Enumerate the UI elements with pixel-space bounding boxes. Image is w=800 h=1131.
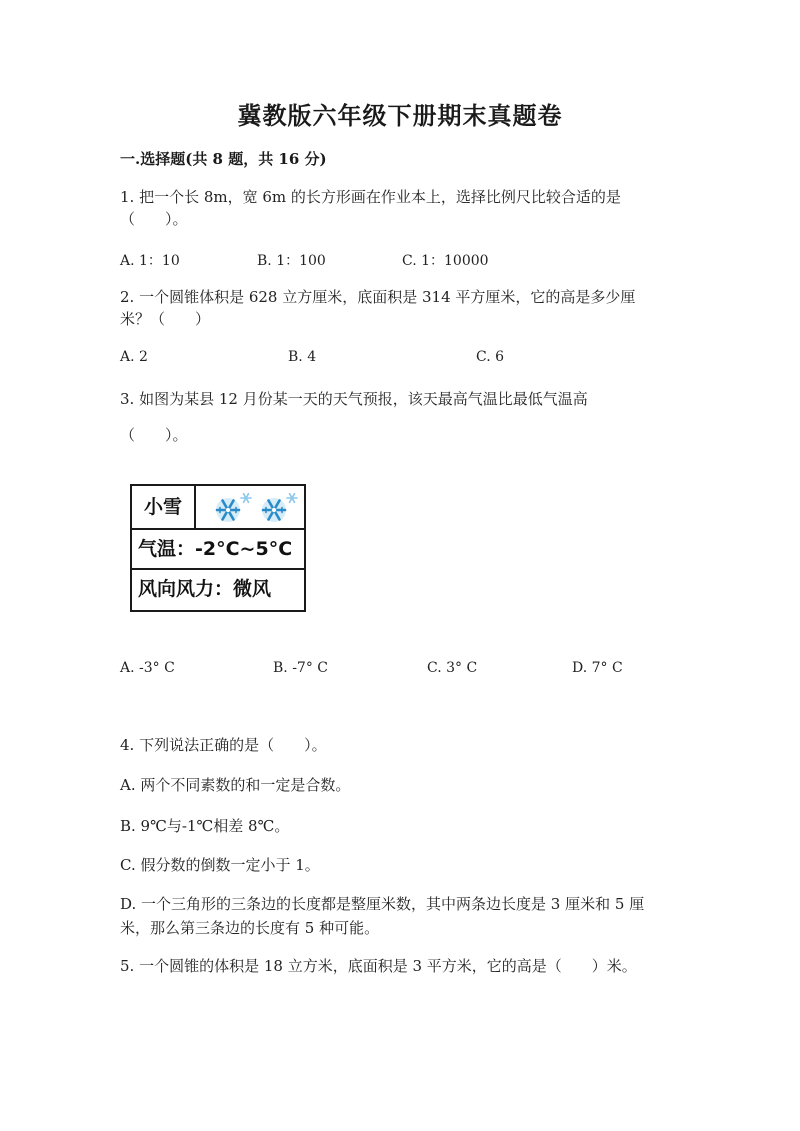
question-3-option-c: C. 3° C xyxy=(427,660,478,676)
question-3-text-line-2: （ ）。 xyxy=(120,426,188,444)
question-4-option-d-line-1: D. 一个三角形的三条边的长度都是整厘米数，其中两条边长度是 3 厘米和 5 厘 xyxy=(120,895,645,913)
weather-icons xyxy=(198,488,302,528)
weather-wind-text: 风向风力：微风 xyxy=(138,578,272,600)
question-2-option-a: A. 2 xyxy=(120,349,148,365)
question-4-option-b: B. 9℃与-1℃相差 8℃。 xyxy=(120,817,290,835)
question-3-text-line-1: 3. 如图为某县 12 月份某一天的天气预报，该天最高气温比最低气温高 xyxy=(120,390,588,408)
question-4-text: 4. 下列说法正确的是（ ）。 xyxy=(120,736,327,754)
weather-temperature-text: 气温：-2°C~5°C xyxy=(138,538,293,560)
question-2-option-b: B. 4 xyxy=(288,349,317,365)
question-4-option-a: A. 两个不同素数的和一定是合数。 xyxy=(120,776,351,794)
question-1-text-line-2: （ ）。 xyxy=(120,210,188,228)
question-4-option-c: C. 假分数的倒数一定小于 1。 xyxy=(120,856,320,874)
snowflake-small-icon xyxy=(241,494,251,503)
weather-temperature-row xyxy=(132,530,304,570)
snowflake-icon xyxy=(262,498,286,522)
question-3-option-a: A. -3° C xyxy=(120,660,175,676)
weather-condition-row xyxy=(132,486,304,530)
question-5-text: 5. 一个圆锥的体积是 18 立方米，底面积是 3 平方米，它的高是（ ）米。 xyxy=(120,957,637,975)
section-heading: 一.选择题(共 8 题，共 16 分) xyxy=(120,150,327,168)
weather-forecast-card xyxy=(130,484,306,612)
question-3-option-d: D. 7° C xyxy=(572,660,623,676)
question-3-option-b: B. -7° C xyxy=(273,660,328,676)
question-2-text-line-1: 2. 一个圆锥体积是 628 立方厘米，底面积是 314 平方厘米，它的高是多少厘 xyxy=(120,288,636,306)
weather-condition-label: 小雪 xyxy=(132,486,196,528)
question-1-option-b: B. 1：100 xyxy=(257,253,326,269)
question-1-text-line-1: 1. 把一个长 8m，宽 6m 的长方形画在作业本上，选择比例尺比较合适的是 xyxy=(120,188,621,206)
snowflake-small-icon xyxy=(287,494,297,503)
question-2-text-line-2: 米？（ ） xyxy=(120,310,211,328)
question-2-option-c: C. 6 xyxy=(476,349,505,365)
weather-wind-row xyxy=(132,570,304,610)
question-4-option-d-line-2: 米，那么第三条边的长度有 5 种可能。 xyxy=(120,919,380,937)
page-title: 冀教版六年级下册期末真题卷 xyxy=(237,101,563,130)
question-1-option-a: A. 1：10 xyxy=(120,253,180,269)
snowflake-icon xyxy=(216,498,240,522)
question-1-option-c: C. 1：10000 xyxy=(402,253,489,269)
